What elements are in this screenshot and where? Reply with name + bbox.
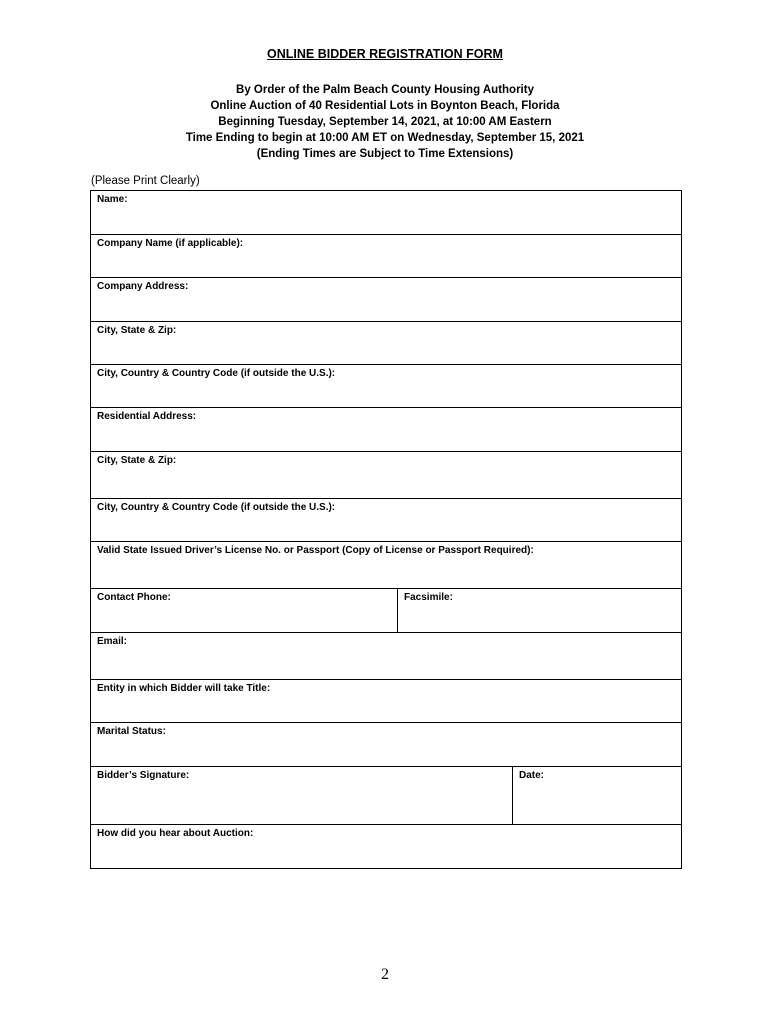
company-address-label: Company Address: [97,281,189,292]
signature-field[interactable] [91,767,513,825]
residential-country-field[interactable] [91,499,682,542]
license-field[interactable] [91,542,682,589]
license-label: Valid State Issued Driver’s License No. or Passport (Copy of License or Passport Required): [97,545,534,556]
company-name-field[interactable] [91,235,682,278]
registration-form-table [90,190,682,869]
residential-address-field[interactable] [91,408,682,452]
date-label: Date: [519,770,545,781]
entity-field[interactable] [91,680,682,723]
subtitle-line-ending: Time Ending to begin at 10:00 AM ET on Wednesday, September 15, 2021 [185,132,585,144]
name-field[interactable] [91,191,682,235]
company-country-label: City, Country & Country Code (if outside the U.S.): [97,368,336,379]
subtitle-line-authority: By Order of the Palm Beach County Housing Authority [236,84,534,96]
form-subtitle [0,82,770,162]
heard-about-field[interactable] [91,825,682,869]
signature-label: Bidder’s Signature: [97,770,190,781]
contact-phone-label: Contact Phone: [97,592,171,603]
company-city-state-zip-label: City, State & Zip: [97,325,177,336]
contact-phone-field[interactable] [91,589,398,633]
residential-country-label: City, Country & Country Code (if outside the U.S.): [97,502,336,513]
heard-about-label: How did you hear about Auction: [97,828,254,839]
email-field[interactable] [91,633,682,680]
residential-address-label: Residential Address: [97,411,197,422]
subtitle-line-extensions: (Ending Times are Subject to Time Extensions) [256,148,514,160]
company-country-field[interactable] [91,365,682,408]
date-field[interactable] [513,767,682,825]
marital-status-field[interactable] [91,723,682,767]
facsimile-field[interactable] [398,589,682,633]
subtitle-line-beginning: Beginning Tuesday, September 14, 2021, at 10:00 AM Eastern [218,116,552,128]
print-clearly-note: (Please Print Clearly) [91,175,200,187]
page-number: 2 [381,966,389,983]
residential-city-state-zip-label: City, State & Zip: [97,455,177,466]
name-label: Name: [97,194,128,205]
company-address-field[interactable] [91,278,682,322]
residential-city-state-zip-field[interactable] [91,452,682,499]
form-title: ONLINE BIDDER REGISTRATION FORM [267,47,503,61]
company-name-label: Company Name (if applicable): [97,238,244,249]
email-label: Email: [97,636,128,647]
facsimile-label: Facsimile: [404,592,453,603]
subtitle-line-auction: Online Auction of 40 Residential Lots in Boynton Beach, Florida [210,100,560,112]
company-city-state-zip-field[interactable] [91,322,682,365]
entity-label: Entity in which Bidder will take Title: [97,683,271,694]
marital-status-label: Marital Status: [97,726,166,737]
